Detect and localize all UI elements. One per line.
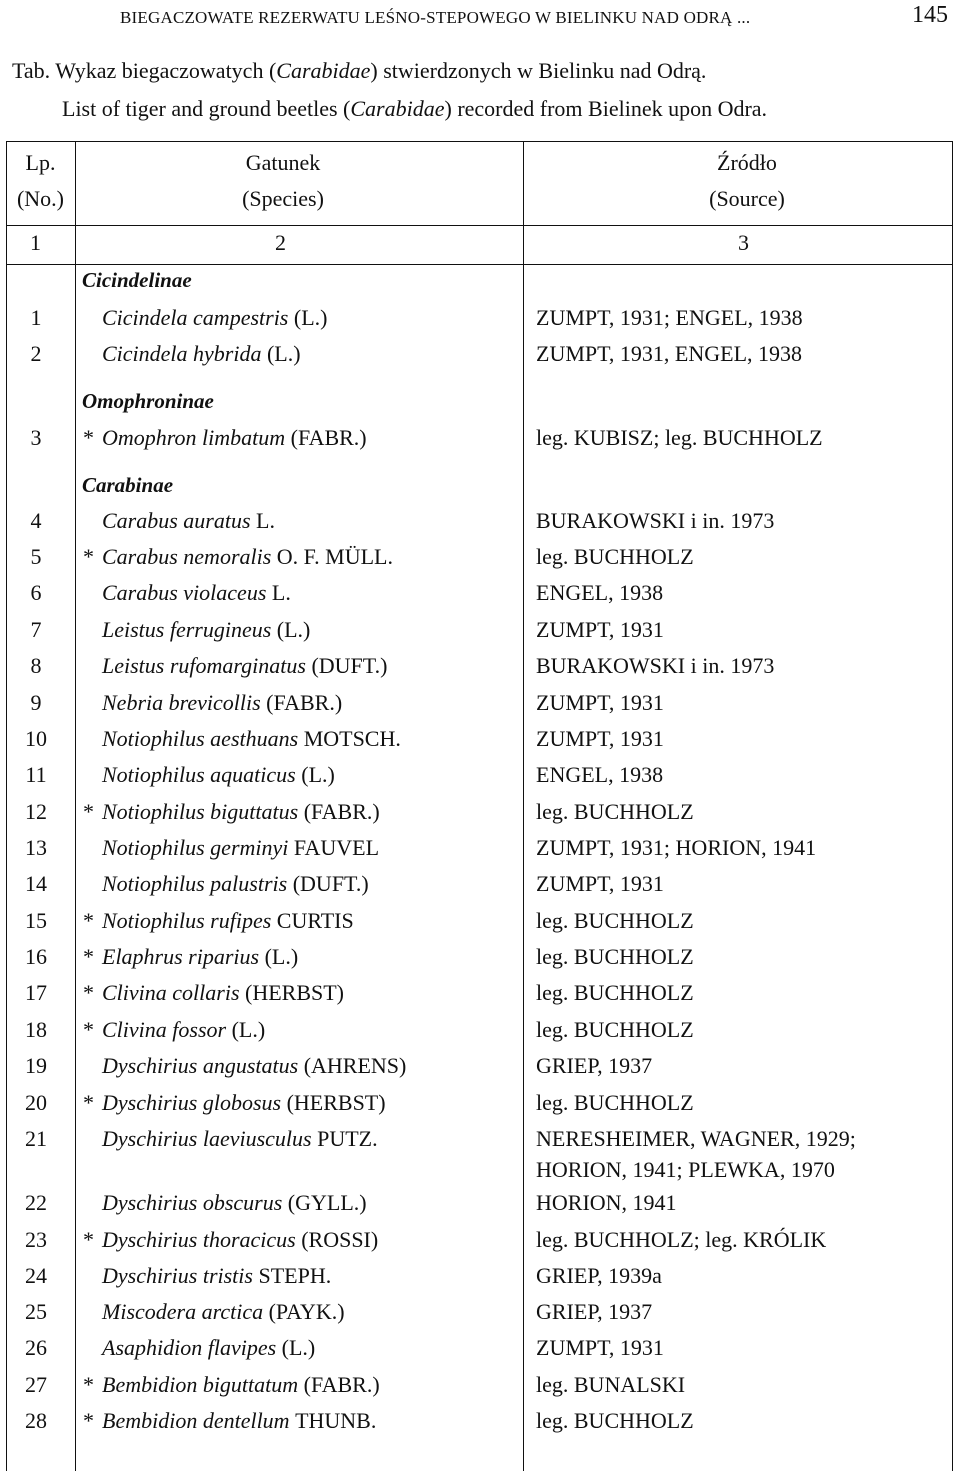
species-binomial: Bembidion dentellum [102, 1408, 290, 1433]
species-binomial: Dyschirius obscurus [102, 1190, 283, 1215]
table-row [0, 980, 960, 1016]
source-citation-cont: HORION, 1941; PLEWKA, 1970 [536, 1157, 835, 1182]
source-citation: HORION, 1941 [536, 1190, 677, 1215]
table-row [0, 1090, 960, 1126]
species-binomial: Notiophilus rufipes [102, 908, 272, 933]
species-binomial: Miscodera arctica [102, 1299, 264, 1324]
species-binomial: Notiophilus germinyi [102, 835, 289, 860]
species-binomial: Carabus nemoralis [102, 544, 272, 569]
species-name [102, 690, 342, 716]
species-binomial: Bembidion biguttatum [102, 1372, 299, 1397]
source-citation: leg. BUCHHOLZ [536, 799, 694, 824]
species-author: (DUFT.) [311, 653, 388, 678]
row-number: 24 [25, 1263, 47, 1288]
source-citation: leg. BUCHHOLZ [536, 980, 694, 1005]
row-number: 18 [25, 1017, 47, 1042]
table-row [0, 653, 960, 689]
species-author: O. F. MÜLL. [276, 544, 393, 569]
row-number: 25 [25, 1299, 47, 1324]
page-number: 145 [912, 2, 948, 28]
row-number: 16 [25, 944, 47, 969]
table-row [0, 425, 960, 461]
source-citation: leg. BUNALSKI [536, 1372, 686, 1397]
source-citation: GRIEP, 1937 [536, 1053, 653, 1078]
row-number: 17 [25, 980, 47, 1005]
row-number: 26 [25, 1335, 47, 1360]
row-number: 12 [25, 799, 47, 824]
source-citation: GRIEP, 1937 [536, 1299, 653, 1324]
species-binomial: Clivina fossor [102, 1017, 227, 1042]
source-citation: ZUMPT, 1931 [536, 690, 664, 715]
column-header-no [6, 145, 75, 217]
new-record-asterisk: * [83, 980, 94, 1005]
species-binomial: Nebria brevicollis [102, 690, 261, 715]
source-citation: ENGEL, 1938 [536, 580, 664, 605]
header-rule [6, 225, 953, 226]
source-citation: BURAKOWSKI i in. 1973 [536, 508, 775, 533]
row-number: 15 [25, 908, 47, 933]
table-row [0, 1190, 960, 1226]
species-name [102, 653, 387, 679]
species-author: (FABR.) [290, 425, 367, 450]
species-name [102, 908, 354, 934]
species-name [102, 1227, 378, 1253]
source-citation: leg. BUCHHOLZ [536, 1090, 694, 1115]
source-citation: BURAKOWSKI i in. 1973 [536, 653, 775, 678]
species-author: (FABR.) [303, 1372, 380, 1397]
species-name [102, 799, 380, 825]
row-number: 6 [30, 580, 42, 605]
species-name [102, 580, 291, 606]
source-citation: leg. BUCHHOLZ [536, 944, 694, 969]
table-row [0, 1299, 960, 1335]
species-binomial: Dyschirius angustatus [102, 1053, 299, 1078]
running-head: BIEGACZOWATE REZERWATU LEŚNO-STEPOWEGO W BIELINKU NAD ODRĄ ... [120, 8, 751, 27]
source-citation: leg. BUCHHOLZ [536, 908, 694, 933]
new-record-asterisk: * [83, 544, 94, 569]
row-number: 3 [30, 425, 42, 450]
table-row [0, 1335, 960, 1371]
row-number: 2 [30, 341, 42, 366]
source-citation: leg. BUCHHOLZ [536, 544, 694, 569]
new-record-asterisk: * [83, 1227, 94, 1252]
species-name [102, 508, 275, 534]
species-name [102, 1053, 406, 1079]
species-author: (L.) [293, 305, 328, 330]
source-citation: leg. KUBISZ; leg. BUCHHOLZ [536, 425, 823, 450]
species-binomial: Notiophilus aquaticus [102, 762, 296, 787]
species-binomial: Dyschirius tristis [102, 1263, 253, 1288]
species-binomial: Leistus rufomarginatus [102, 653, 306, 678]
species-author: FAUVEL [293, 835, 380, 860]
species-binomial: Dyschirius laeviusculus [102, 1126, 312, 1151]
subfamily-carabinae: Carabinae [82, 473, 174, 497]
species-binomial: Cicindela hybrida [102, 341, 262, 366]
new-record-asterisk: * [83, 799, 94, 824]
species-author: STEPH. [258, 1263, 332, 1288]
species-name [102, 544, 393, 570]
species-name [102, 980, 344, 1006]
source-citation: ZUMPT, 1931; ENGEL, 1938 [536, 305, 803, 330]
new-record-asterisk: * [83, 425, 94, 450]
species-author: (L.) [266, 341, 301, 366]
column-number-2: 2 [275, 230, 286, 255]
row-number: 4 [30, 508, 42, 533]
species-author: (L.) [264, 944, 299, 969]
column-number-3: 3 [738, 230, 749, 255]
species-author: L. [256, 508, 275, 533]
table-row [0, 1053, 960, 1089]
caption-polish-suffix: ) stwierdzonych w Bielinku nad Odrą. [370, 58, 707, 83]
row-number: 5 [30, 544, 42, 569]
column-header-species-en: (Species) [242, 186, 324, 211]
column-header-source-pl: Źródło [717, 150, 777, 175]
species-binomial: Dyschirius globosus [102, 1090, 282, 1115]
species-binomial: Carabus auratus [102, 508, 251, 533]
caption-polish [12, 58, 706, 84]
table-row [0, 908, 960, 944]
subfamily-cicindelinae: Cicindelinae [82, 268, 192, 292]
species-author: (ROSSI) [301, 1227, 379, 1252]
species-author: (FABR.) [266, 690, 343, 715]
species-name [102, 425, 367, 451]
table-row [0, 1227, 960, 1263]
column-header-species [76, 145, 490, 217]
species-binomial: Notiophilus aesthuans [102, 726, 299, 751]
species-name [102, 1408, 376, 1434]
table-row [0, 690, 960, 726]
species-author: (L.) [301, 762, 335, 787]
table-row [0, 835, 960, 871]
row-number: 7 [30, 617, 42, 642]
subfamily-omophroninae: Omophroninae [82, 389, 214, 413]
table-row [0, 1372, 960, 1408]
new-record-asterisk: * [83, 944, 94, 969]
table-row [0, 726, 960, 762]
new-record-asterisk: * [83, 1090, 94, 1115]
column-header-source [524, 145, 960, 217]
new-record-asterisk: * [83, 908, 94, 933]
row-number: 1 [30, 305, 42, 330]
species-name [102, 871, 369, 897]
caption-polish-taxon: Carabidae [276, 58, 371, 83]
source-citation: ZUMPT, 1931 [536, 871, 664, 896]
source-citation: ZUMPT, 1931; HORION, 1941 [536, 835, 817, 860]
species-name [102, 1263, 331, 1289]
species-name [102, 1335, 315, 1361]
table-row [0, 580, 960, 616]
table-row [0, 341, 960, 377]
species-binomial: Asaphidion flavipes [102, 1335, 277, 1360]
caption-polish-prefix: Tab. Wykaz biegaczowatych ( [12, 58, 277, 83]
row-number: 13 [25, 835, 47, 860]
species-binomial: Elaphrus riparius [102, 944, 260, 969]
caption-english [62, 96, 767, 122]
species-author: (DUFT.) [292, 871, 369, 896]
row-number: 8 [30, 653, 42, 678]
row-number: 10 [25, 726, 47, 751]
species-name [102, 305, 327, 331]
row-number: 23 [25, 1227, 47, 1252]
species-author: CURTIS [276, 908, 354, 933]
species-author: (PAYK.) [268, 1299, 345, 1324]
row-number: 22 [25, 1190, 47, 1215]
column-header-source-en: (Source) [709, 186, 785, 211]
column-header-species-pl: Gatunek [245, 150, 321, 175]
table-row [0, 1017, 960, 1053]
table-row [0, 305, 960, 341]
species-binomial: Leistus ferrugineus [102, 617, 272, 642]
new-record-asterisk: * [83, 1017, 94, 1042]
column-header-no-pl: Lp. [25, 150, 56, 175]
caption-english-prefix: List of tiger and ground beetles ( [62, 96, 351, 121]
table-row [0, 1408, 960, 1444]
row-number: 28 [25, 1408, 47, 1433]
table-top-rule [6, 141, 953, 142]
species-name [102, 944, 298, 970]
source-citation: ZUMPT, 1931, ENGEL, 1938 [536, 341, 803, 366]
species-binomial: Notiophilus biguttatus [102, 799, 299, 824]
row-number: 19 [25, 1053, 47, 1078]
species-name [102, 617, 310, 643]
species-name [102, 1090, 386, 1116]
species-author: (L.) [276, 617, 311, 642]
species-author: MOTSCH. [303, 726, 401, 751]
species-author: PUTZ. [317, 1126, 378, 1151]
source-citation: ZUMPT, 1931 [536, 1335, 664, 1360]
table-row [0, 944, 960, 980]
species-author: (HERBST) [245, 980, 344, 1005]
table-row [0, 871, 960, 907]
species-author: (GYLL.) [287, 1190, 367, 1215]
source-citation: leg. BUCHHOLZ [536, 1017, 694, 1042]
species-binomial: Dyschirius thoracicus [102, 1227, 296, 1252]
row-number: 11 [25, 762, 47, 787]
species-name [102, 835, 379, 861]
source-citation: NERESHEIMER, WAGNER, 1929; [536, 1126, 856, 1151]
species-author: (L.) [231, 1017, 266, 1042]
species-name [102, 1299, 345, 1325]
colnum-rule [6, 264, 953, 265]
species-name [102, 1017, 265, 1043]
species-author: (HERBST) [286, 1090, 386, 1115]
species-author: (FABR.) [303, 799, 380, 824]
row-number: 21 [25, 1126, 47, 1151]
new-record-asterisk: * [83, 1372, 94, 1397]
row-number: 9 [30, 690, 42, 715]
species-name [102, 1126, 378, 1152]
row-number: 14 [25, 871, 47, 896]
species-author: L. [271, 580, 291, 605]
source-citation: ZUMPT, 1931 [536, 617, 664, 642]
species-author: THUNB. [295, 1408, 377, 1433]
species-binomial: Carabus violaceus [102, 580, 267, 605]
source-citation: leg. BUCHHOLZ [536, 1408, 694, 1433]
table-row [0, 799, 960, 835]
source-citation: ENGEL, 1938 [536, 762, 664, 787]
species-binomial: Cicindela campestris [102, 305, 289, 330]
species-author: (L.) [281, 1335, 316, 1360]
table-row [0, 1263, 960, 1299]
table-row [0, 617, 960, 653]
source-citation: GRIEP, 1939a [536, 1263, 662, 1288]
new-record-asterisk: * [83, 1408, 94, 1433]
species-name [102, 726, 401, 752]
table-row [0, 1126, 960, 1182]
species-name [102, 341, 301, 367]
caption-english-suffix: ) recorded from Bielinek upon Odra. [444, 96, 768, 121]
species-binomial: Notiophilus palustris [102, 871, 288, 896]
column-header-no-en: (No.) [16, 186, 65, 211]
row-number: 27 [25, 1372, 47, 1397]
row-number: 20 [25, 1090, 47, 1115]
table-row [0, 544, 960, 580]
species-author: (AHRENS) [303, 1053, 407, 1078]
species-binomial: Omophron limbatum [102, 425, 286, 450]
table-row [0, 762, 960, 798]
caption-english-taxon: Carabidae [350, 96, 445, 121]
table-row [0, 508, 960, 544]
species-name [102, 1372, 380, 1398]
species-name [102, 762, 335, 788]
source-citation: leg. BUCHHOLZ; leg. KRÓLIK [536, 1227, 827, 1252]
column-number-1: 1 [30, 230, 41, 255]
species-name [102, 1190, 367, 1216]
species-binomial: Clivina collaris [102, 980, 240, 1005]
source-citation: ZUMPT, 1931 [536, 726, 664, 751]
